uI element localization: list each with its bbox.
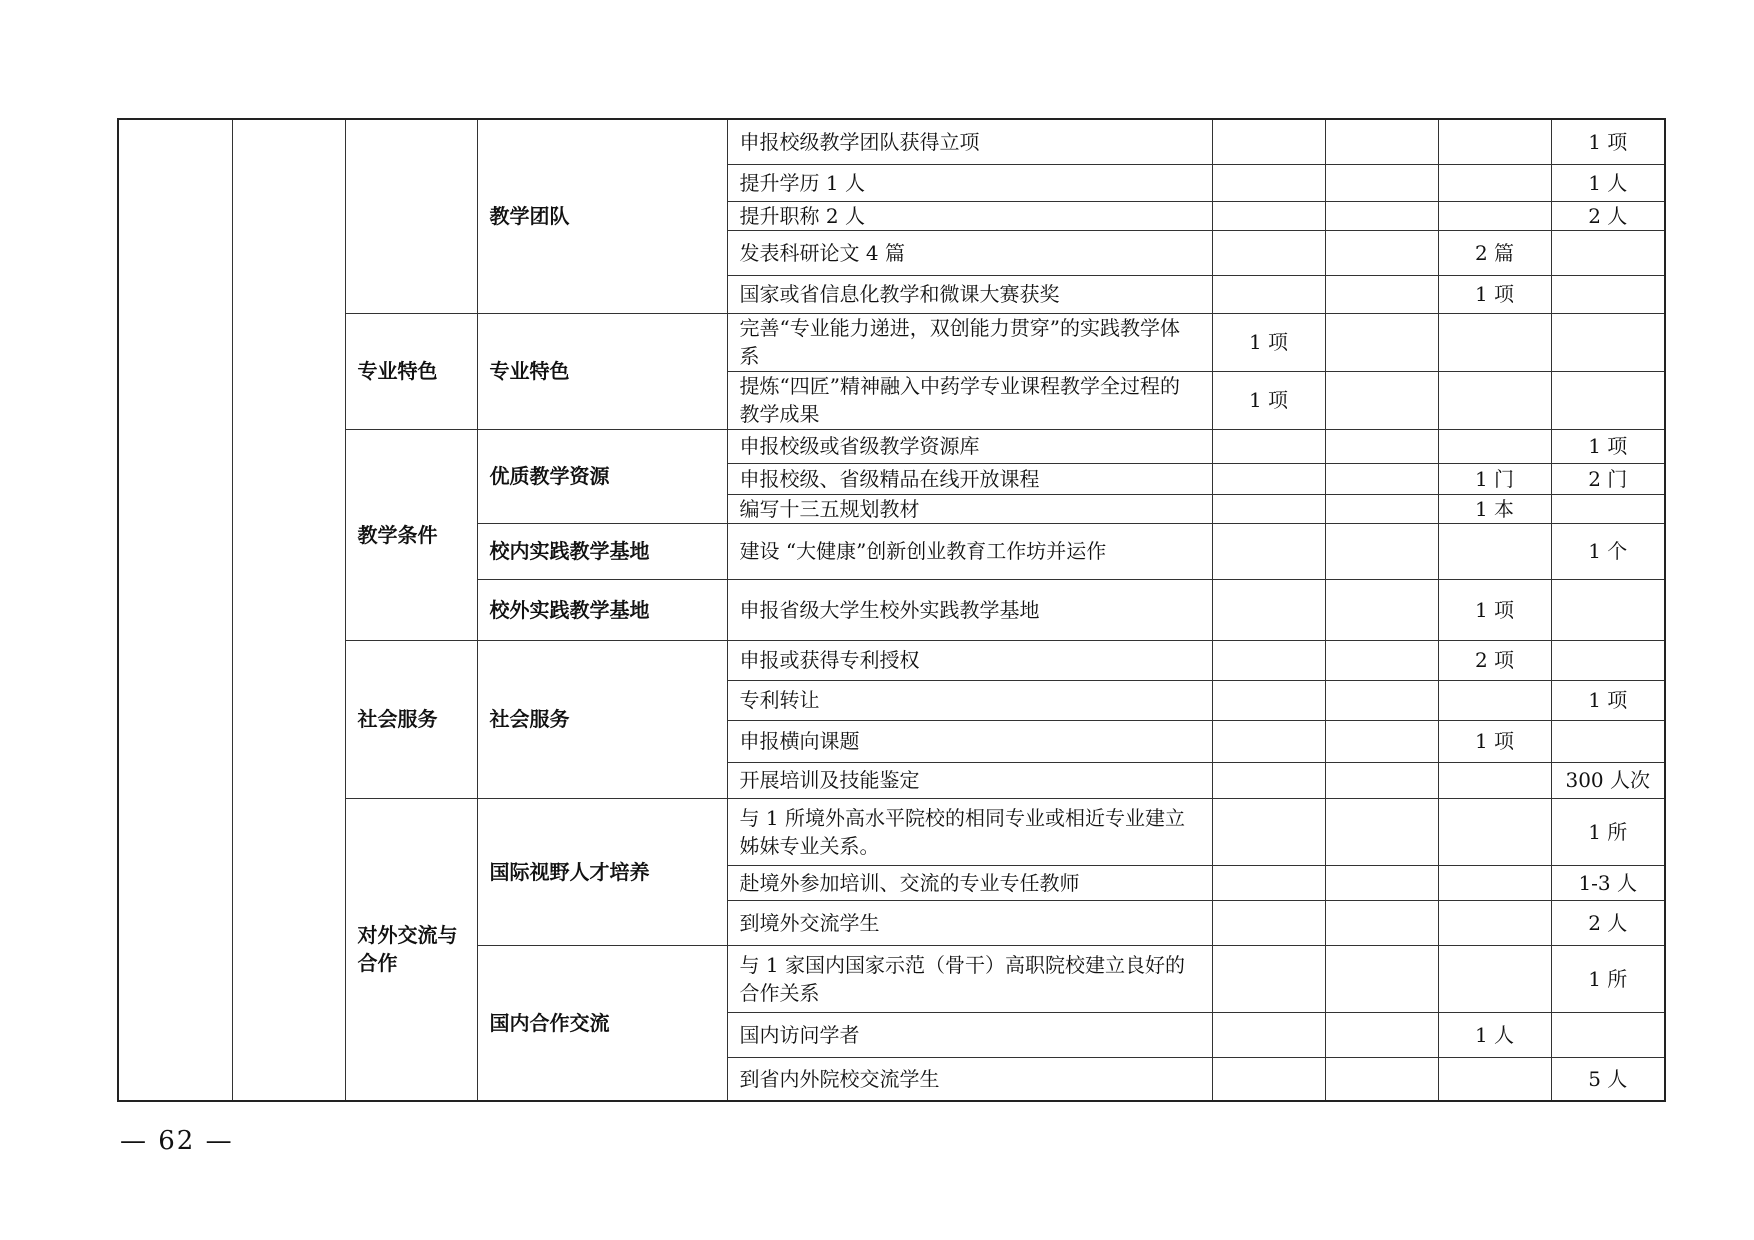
value-cell [1212,680,1325,720]
value-cell [1212,900,1325,945]
value-cell [1551,313,1665,371]
value-cell [1325,945,1438,1012]
subcategory-cell: 国内合作交流 [477,945,727,1101]
item-cell: 提升职称 2 人 [727,201,1212,230]
value-cell [1325,762,1438,798]
value-cell [1212,945,1325,1012]
value-cell [1551,1012,1665,1057]
item-cell: 完善“专业能力递进，双创能力贯穿”的实践教学体系 [727,313,1212,371]
value-cell [1438,313,1551,371]
value-cell [1438,945,1551,1012]
item-cell: 建设 “大健康”创新创业教育工作坊并运作 [727,523,1212,579]
item-cell: 申报省级大学生校外实践教学基地 [727,579,1212,640]
item-cell: 与 1 所境外高水平院校的相同专业或相近专业建立姊妹专业关系。 [727,798,1212,865]
category-cell: 对外交流与合作 [345,798,477,1101]
item-cell: 与 1 家国内国家示范（骨干）高职院校建立良好的合作关系 [727,945,1212,1012]
value-cell: 1 本 [1438,494,1551,523]
value-cell [1212,798,1325,865]
value-cell [1325,798,1438,865]
value-cell [1325,1057,1438,1101]
subcategory-cell: 教学团队 [477,119,727,313]
value-cell: 1 人 [1551,164,1665,201]
value-cell [1325,523,1438,579]
value-cell: 5 人 [1551,1057,1665,1101]
value-cell [1212,1012,1325,1057]
value-cell [1551,720,1665,762]
value-cell [1325,1012,1438,1057]
item-cell: 编写十三五规划教材 [727,494,1212,523]
category-cell [345,119,477,313]
value-cell: 300 人次 [1551,762,1665,798]
value-cell: 1 所 [1551,798,1665,865]
subcategory-cell: 社会服务 [477,640,727,798]
table-row [118,313,1665,371]
value-cell [1212,762,1325,798]
value-cell [1212,119,1325,164]
item-cell: 到省内外院校交流学生 [727,1057,1212,1101]
blank-column-1 [118,119,232,1101]
value-cell [1212,640,1325,680]
item-cell: 申报横向课题 [727,720,1212,762]
value-cell [1212,865,1325,900]
value-cell [1325,494,1438,523]
value-cell [1325,579,1438,640]
subcategory-cell: 专业特色 [477,313,727,429]
value-cell [1325,720,1438,762]
value-cell [1551,275,1665,313]
value-cell: 1 项 [1551,119,1665,164]
value-cell [1212,523,1325,579]
plan-table [117,118,1666,1102]
page-number: — 62 — [120,1126,234,1156]
value-cell [1325,119,1438,164]
value-cell [1438,201,1551,230]
value-cell [1212,579,1325,640]
value-cell [1325,900,1438,945]
value-cell [1212,720,1325,762]
value-cell [1438,900,1551,945]
item-cell: 开展培训及技能鉴定 [727,762,1212,798]
value-cell [1325,313,1438,371]
value-cell [1212,463,1325,494]
value-cell [1438,865,1551,900]
value-cell [1325,640,1438,680]
value-cell [1325,230,1438,275]
value-cell: 1 项 [1212,313,1325,371]
item-cell: 申报或获得专利授权 [727,640,1212,680]
value-cell: 1 所 [1551,945,1665,1012]
subcategory-cell: 校外实践教学基地 [477,579,727,640]
value-cell: 1 项 [1438,720,1551,762]
value-cell: 1 项 [1551,680,1665,720]
value-cell [1212,230,1325,275]
value-cell [1438,523,1551,579]
item-cell: 到境外交流学生 [727,900,1212,945]
value-cell [1438,429,1551,463]
value-cell [1325,463,1438,494]
value-cell [1325,865,1438,900]
value-cell: 1 项 [1551,429,1665,463]
value-cell: 2 项 [1438,640,1551,680]
value-cell [1212,429,1325,463]
value-cell: 2 篇 [1438,230,1551,275]
category-cell: 社会服务 [345,640,477,798]
value-cell [1212,275,1325,313]
value-cell [1325,371,1438,429]
value-cell [1325,429,1438,463]
value-cell: 1 项 [1438,579,1551,640]
item-cell: 赴境外参加培训、交流的专业专任教师 [727,865,1212,900]
value-cell [1551,579,1665,640]
table-row [118,798,1665,865]
item-cell: 申报校级教学团队获得立项 [727,119,1212,164]
item-cell: 国家或省信息化教学和微课大赛获奖 [727,275,1212,313]
value-cell: 1 项 [1212,371,1325,429]
subcategory-cell: 校内实践教学基地 [477,523,727,579]
item-cell: 申报校级或省级教学资源库 [727,429,1212,463]
subcategory-cell: 国际视野人才培养 [477,798,727,945]
table-row [118,429,1665,463]
item-cell: 提炼“四匠”精神融入中药学专业课程教学全过程的教学成果 [727,371,1212,429]
value-cell [1551,640,1665,680]
subcategory-cell: 优质教学资源 [477,429,727,523]
value-cell [1438,164,1551,201]
table-row [118,640,1665,680]
value-cell [1325,680,1438,720]
item-cell: 国内访问学者 [727,1012,1212,1057]
value-cell: 1 人 [1438,1012,1551,1057]
value-cell [1551,371,1665,429]
value-cell [1551,230,1665,275]
value-cell [1438,371,1551,429]
value-cell: 2 人 [1551,900,1665,945]
value-cell: 2 门 [1551,463,1665,494]
category-cell: 教学条件 [345,429,477,640]
value-cell [1551,494,1665,523]
value-cell [1325,275,1438,313]
table-row [118,119,1665,164]
item-cell: 提升学历 1 人 [727,164,1212,201]
value-cell [1438,119,1551,164]
value-cell [1212,201,1325,230]
value-cell: 1-3 人 [1551,865,1665,900]
value-cell: 2 人 [1551,201,1665,230]
value-cell [1212,164,1325,201]
value-cell [1212,1057,1325,1101]
value-cell: 1 门 [1438,463,1551,494]
value-cell [1438,762,1551,798]
value-cell [1438,680,1551,720]
item-cell: 发表科研论文 4 篇 [727,230,1212,275]
value-cell [1212,494,1325,523]
value-cell: 1 个 [1551,523,1665,579]
value-cell: 1 项 [1438,275,1551,313]
value-cell [1438,1057,1551,1101]
category-cell: 专业特色 [345,313,477,429]
item-cell: 申报校级、省级精品在线开放课程 [727,463,1212,494]
value-cell [1325,201,1438,230]
item-cell: 专利转让 [727,680,1212,720]
value-cell [1438,798,1551,865]
value-cell [1325,164,1438,201]
blank-column-2 [232,119,345,1101]
